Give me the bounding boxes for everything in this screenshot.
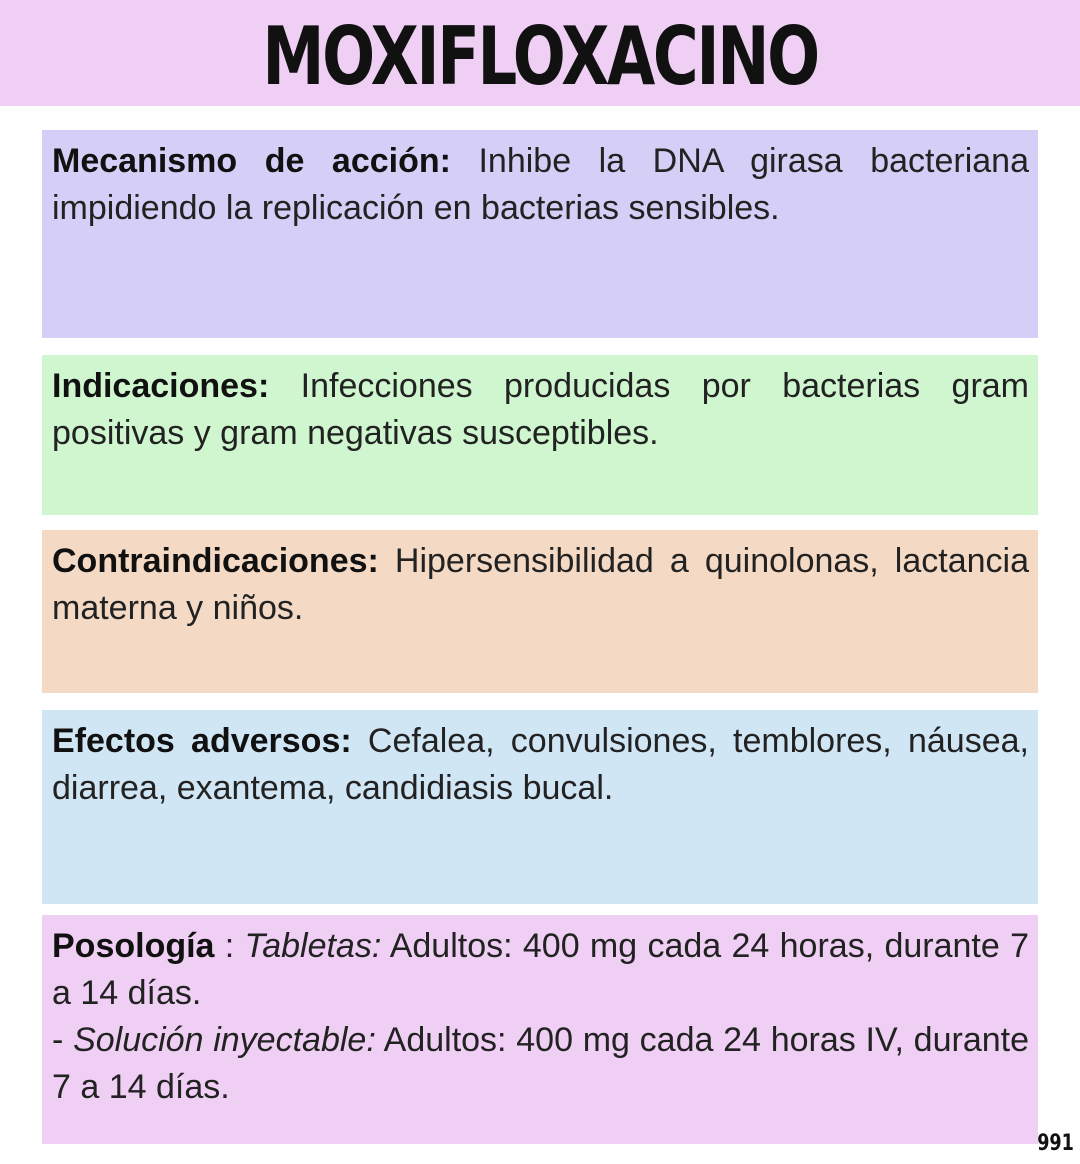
section-efectos-paragraph	[52, 718, 1029, 812]
section-indicaciones-paragraph	[52, 363, 1029, 457]
section-posologia	[42, 915, 1038, 1144]
page-title: MOXIFLOXACINO	[262, 10, 818, 103]
section-contraindicaciones	[42, 530, 1038, 693]
posologia-tabletas-text: Adultos: 400 mg cada 24 horas, durante 7 a 14 días.	[52, 927, 1029, 1012]
posologia-solucion-label: Solución inyectable:	[73, 1021, 376, 1059]
section-contraindicaciones-paragraph	[52, 538, 1029, 632]
page-number: 991	[1037, 1131, 1074, 1156]
section-contraindicaciones-label: Contraindicaciones:	[52, 542, 379, 580]
section-mecanismo-text: Inhibe la DNA girasa bacteriana impidiendo la replicación en bacterias sensibles.	[52, 142, 1029, 227]
section-indicaciones-label: Indicaciones:	[52, 367, 270, 405]
posologia-solucion-prefix: -	[52, 1021, 74, 1059]
section-indicaciones-text: Infecciones producidas por bacterias gram positivas y gram negativas susceptibles.	[52, 367, 1030, 452]
section-indicaciones	[42, 355, 1038, 515]
posologia-solucion-paragraph	[52, 1017, 1029, 1111]
section-contraindicaciones-text: Hipersensibilidad a quinolonas, lactancia materna y niños.	[52, 542, 1029, 627]
section-mecanismo-label: Mecanismo de acción:	[52, 142, 451, 180]
posologia-tabletas-label: Tabletas:	[244, 927, 382, 965]
section-efectos-text: Cefalea, convulsiones, temblores, náusea, diarrea, exantema, candidiasis bucal.	[52, 722, 1029, 807]
section-mecanismo	[42, 130, 1038, 338]
section-mecanismo-paragraph	[52, 138, 1029, 232]
posologia-solucion-text: Adultos: 400 mg cada 24 horas IV, durante 7 a 14 días.	[52, 1021, 1029, 1106]
title-bar	[0, 0, 1080, 106]
posologia-tabletas-paragraph	[52, 923, 1029, 1017]
section-efectos-label: Efectos adversos:	[52, 722, 352, 760]
section-posologia-label: Posología	[52, 927, 215, 965]
posologia-separator: :	[214, 927, 245, 965]
section-efectos-adversos	[42, 710, 1038, 904]
